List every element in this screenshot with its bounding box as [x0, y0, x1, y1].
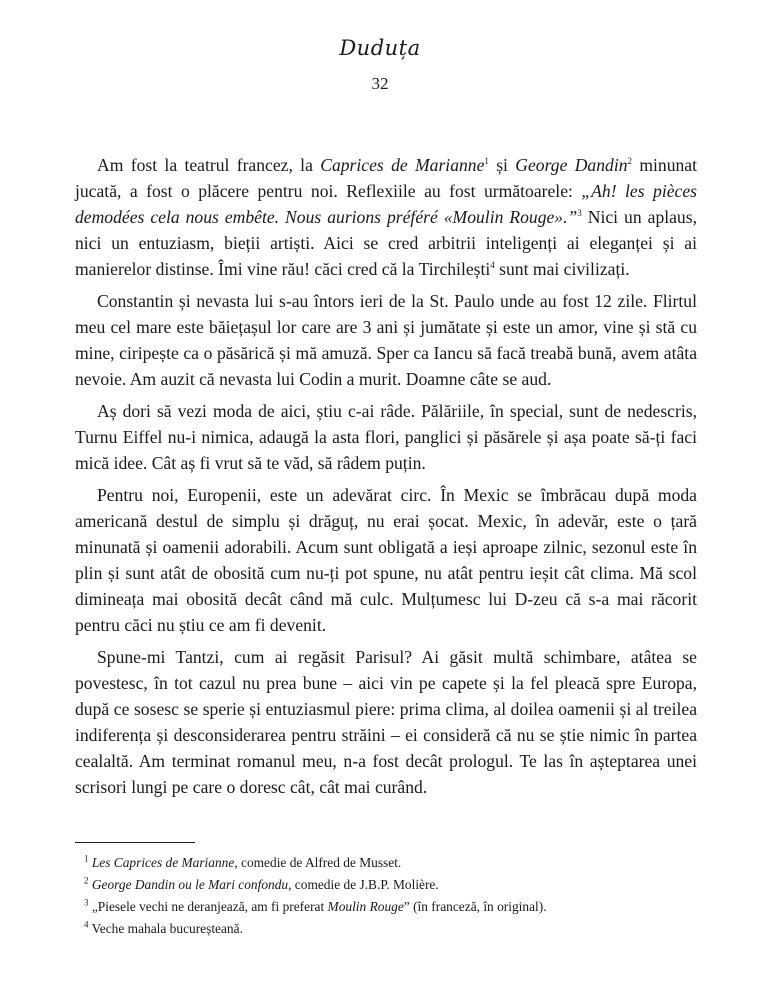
paragraph-5: Spune-mi Tantzi, cum ai regăsit Parisul? Ai găsit multă schimbare, atâtea se povestesc, în tot cazul nu prea bune – aici vin pe capete și la fel pleacă spre Europa, după ce sosesc se sperie și entuziasmul piere: prima clima, al doilea oamenii și al treilea indiferența și desconsiderarea pentru străini – ei consideră că nu se știe nimic în partea cealaltă. Am terminat romanul meu, n-a fost decât prologul. Te las în așteptarea unei scrisori lungi pe care o doresc cât, cât mai curând.: [75, 647, 697, 797]
paragraph-3: Aș dori să vezi moda de aici, știu c-ai râde. Pălăriile, în special, sunt de nedescris, Turnu Eiffel nu-i nimica, adaugă la asta flori, panglici și păsărele și așa poate să-ți faci mică idee. Cât aș fi vrut să te văd, să râdem puțin.: [75, 401, 697, 473]
footnote-2: $^2$ George Dandin ou le Mari confondu, comedie de J.B.P. Molière.: [84, 875, 439, 892]
running-header-title: Duduța: [339, 36, 421, 60]
play-title-caprices: Caprices de Marianne: [320, 155, 485, 175]
footnote-ref-3: 3: [577, 208, 582, 219]
footnote-ref-1: 1: [484, 156, 489, 167]
french-quote: „Ah! les pièces demodées cela nous embête. Nous aurions préféré «Moulin Rouge».”: [75, 181, 697, 227]
page-number: 32: [371, 74, 389, 93]
paragraph-1: Am fost la teatrul francez, la Caprices de Marianne$^1$ și George Dandin$^2$ minunat jucată, a fost o plăcere pentru noi. Reflexiile au fost următoarele: „Ah! les pièces demodées cela nous embête. Nous aurions préféré «Moulin Rouge».”$^3$ Nici un aplaus, nici un entuziasm, bieții artiști. Aici se cred arbitrii inteligenți ai eleganței și ai manierelor distinse. Îmi vine rău! căci cred că la Tirchilești$^4$ sunt mai civilizați.: [75, 155, 697, 279]
footnote-3: $^3$ „Piesele vechi ne deranjează, am fi preferat Moulin Rouge” (în franceză, în original).: [84, 897, 547, 914]
footnote-ref-2: 2: [627, 156, 632, 167]
footnote-separator: [75, 842, 195, 843]
footnote-4: $^4$ Veche mahala bucureșteană.: [84, 919, 243, 936]
letter-body: [75, 152, 697, 806]
paragraph-4: Pentru noi, Europenii, este un adevărat circ. În Mexic se îmbrăcau după moda americană destul de simplu și drăguț, nu erai șocat. Mexic, în adevăr, este o țară minunată și oamenii adorabili. Acum sunt obligată a ieși aproape zilnic, sezonul este în plin și sunt atât de obosită cum nu-ți pot spune, nu atât pentru ieșit cât clima. Mă scol dimineața mai obosită decât când mă culc. Mulțumesc lui D-zeu că s-a mai răcorit pentru căci nu știu ce am fi devenit.: [75, 485, 697, 635]
paragraph-2: Constantin și nevasta lui s-au întors ieri de la St. Paulo unde au fost 12 zile. Flirtul meu cel mare este băiețașul lor care are 3 ani și jumătate și este un amor, vine și stă cu mine, ciripește ca o păsărică și mă amuză. Sper ca Iancu să facă treabă bună, avem atâta nevoie. Am auzit că nevasta lui Codin a murit. Doamne câte se aud.: [75, 291, 697, 389]
footnote-ref-4: 4: [490, 260, 495, 271]
footnote-1: $^1$ Les Caprices de Marianne, comedie de Alfred de Musset.: [84, 853, 402, 870]
footnotes: [75, 852, 697, 940]
play-title-george-dandin: George Dandin: [515, 155, 628, 175]
